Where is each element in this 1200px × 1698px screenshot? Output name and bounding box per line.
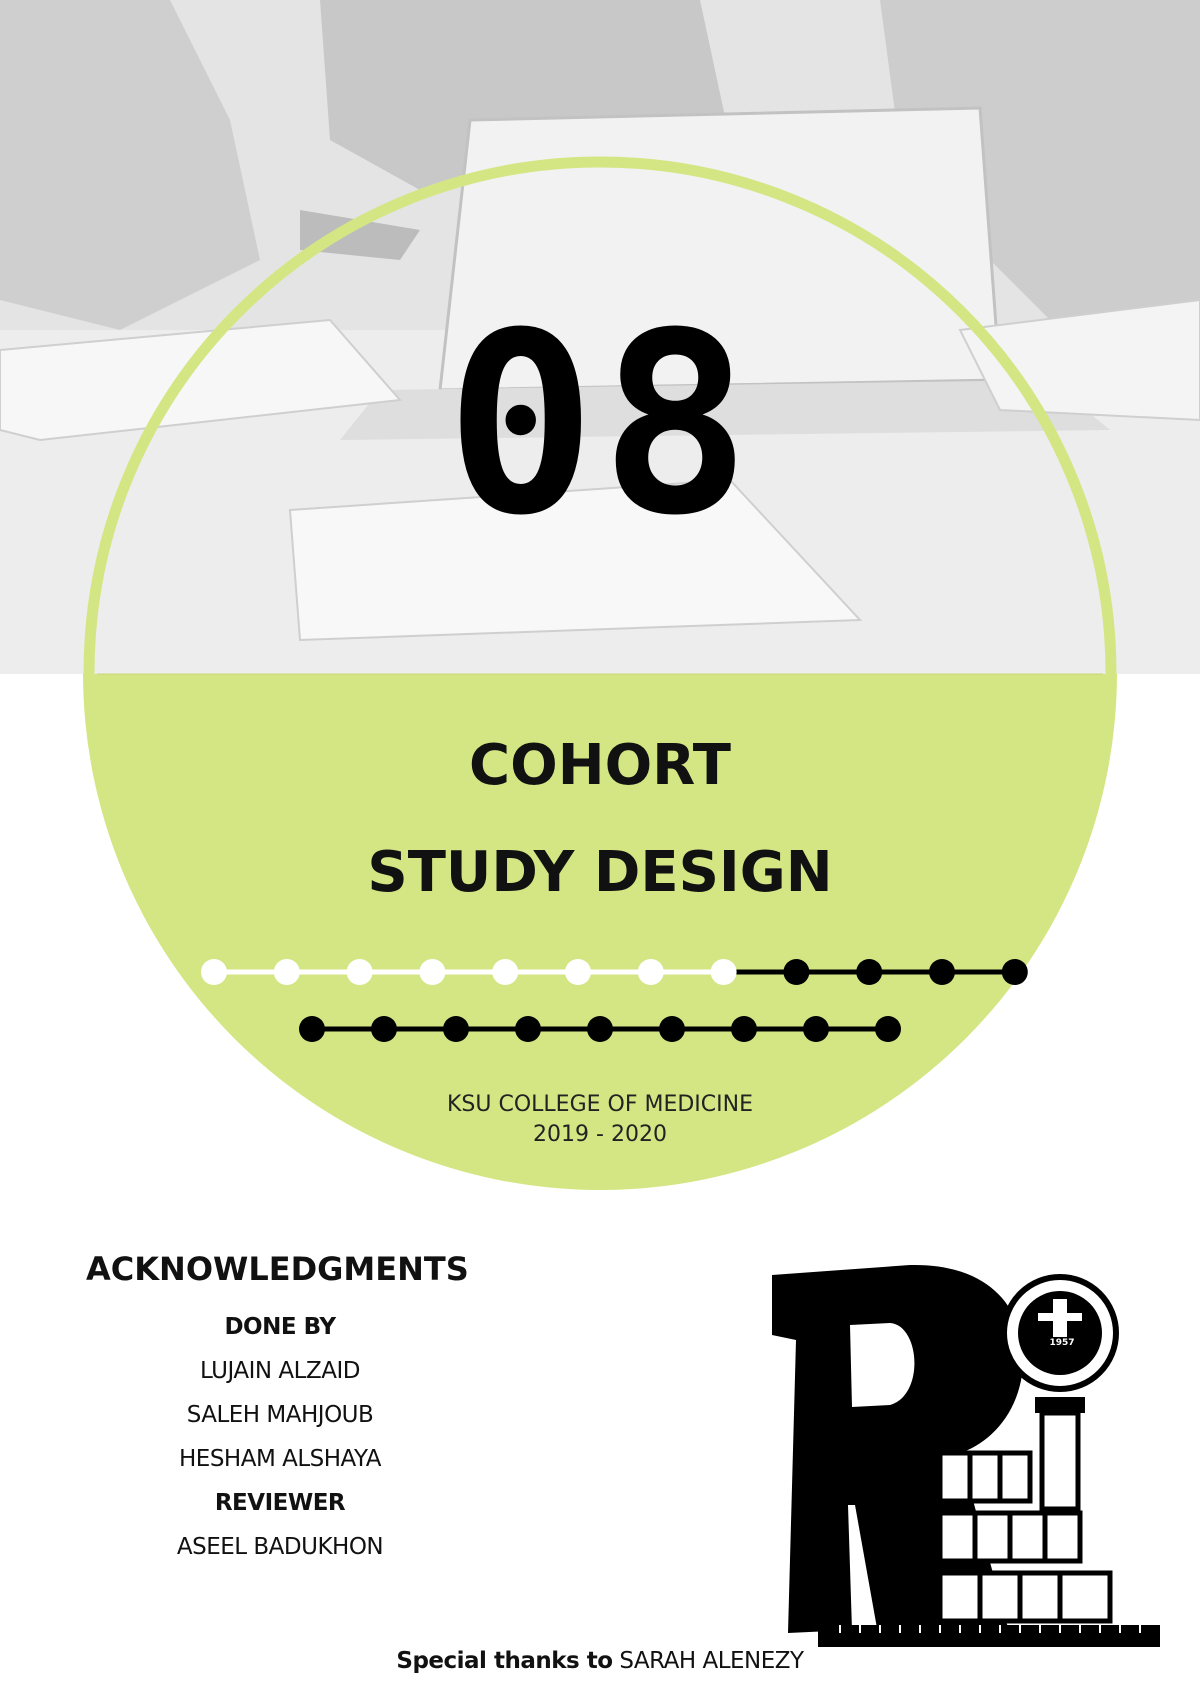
progress-dot <box>803 1016 829 1042</box>
college-name: KSU COLLEGE OF MEDICINE <box>446 1092 753 1117</box>
progress-dot <box>419 959 445 985</box>
progress-dot <box>347 959 373 985</box>
thanks-name: SARAH ALENEZY <box>619 1648 804 1674</box>
logo-date: 1957 <box>1049 1338 1075 1348</box>
thanks-prefix: Special thanks to <box>396 1648 613 1674</box>
progress-dot <box>515 1016 541 1042</box>
progress-dot <box>565 959 591 985</box>
progress-dot <box>371 1016 397 1042</box>
progress-dot <box>638 959 664 985</box>
author-name: HESHAM ALSHAYA <box>179 1446 381 1472</box>
progress-dot <box>659 1016 685 1042</box>
done-by-label: DONE BY <box>224 1314 336 1340</box>
progress-dot <box>299 1016 325 1042</box>
credits-list <box>130 1305 430 1569</box>
college-info <box>0 1090 1200 1149</box>
author-name: LUJAIN ALZAID <box>200 1358 360 1384</box>
lecture-number: 08 <box>445 279 755 570</box>
author-name: SALEH MAHJOUB <box>186 1402 374 1428</box>
progress-dot <box>492 959 518 985</box>
progress-dot <box>875 1016 901 1042</box>
acknowledgments-heading: ACKNOWLEDGMENTS <box>86 1250 469 1288</box>
progress-dot <box>274 959 300 985</box>
special-thanks <box>0 1648 1200 1674</box>
progress-dot <box>929 959 955 985</box>
page-title-line-1: COHORT <box>469 733 731 798</box>
progress-dot <box>731 1016 757 1042</box>
page-title-line-2: STUDY DESIGN <box>367 840 833 905</box>
progress-dot <box>856 959 882 985</box>
progress-dot <box>587 1016 613 1042</box>
reviewer-name: ASEEL BADUKHON <box>176 1534 384 1560</box>
progress-dot <box>201 959 227 985</box>
reviewer-label: REVIEWER <box>214 1490 346 1516</box>
academic-year: 2019 - 2020 <box>533 1121 667 1147</box>
progress-row-2 <box>299 1016 901 1042</box>
progress-dot <box>1002 959 1028 985</box>
progress-dot <box>783 959 809 985</box>
team-logo <box>760 1255 1160 1650</box>
progress-dot <box>443 1016 469 1042</box>
progress-dot <box>711 959 737 985</box>
ruler-icon <box>818 1625 1160 1647</box>
